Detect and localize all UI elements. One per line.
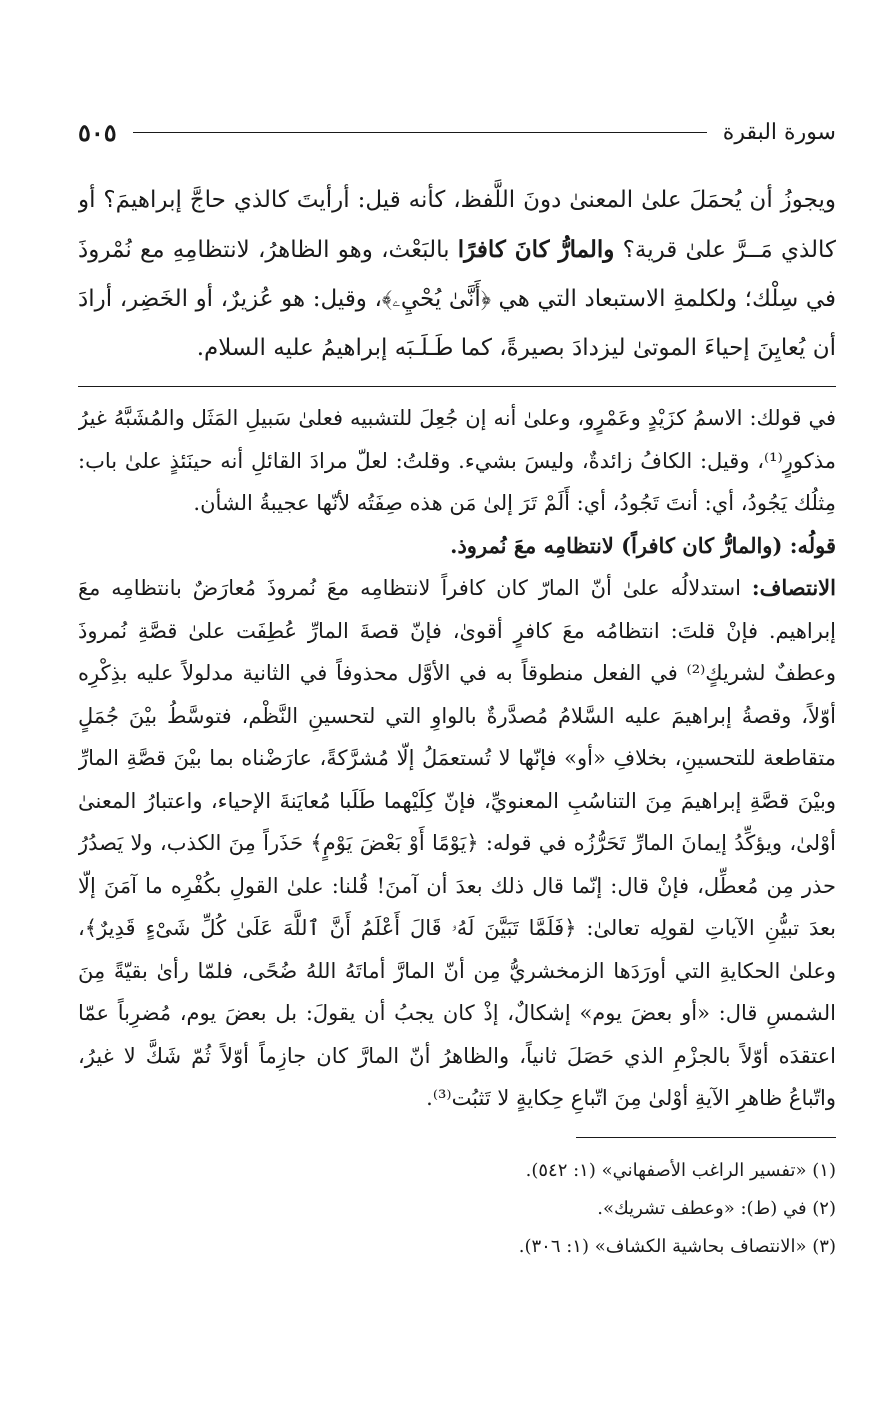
footnotes [78, 1152, 836, 1266]
header-rule [133, 132, 707, 133]
intisaf-lead: الانتصاف: [751, 575, 836, 600]
commentary-paragraph-1: في قولك: الاسمُ كزَيْدٍ وعَمْرٍو، وعلىٰ أنه إن جُعِلَ للتشبيه فعلىٰ سَبيلِ المَثَل والمُشَبَّهُ غيرُ مذكورٍ⁽¹⁾، وقيل: الكافُ زائدةٌ، وليسَ بشيء. وقلتُ: لعلّ مرادَ القائلِ أنه حينَئذٍ علىٰ باب: مِثلُك يَجُودُ، أي: أنتَ تَجُودُ، أي: أَلَمْ تَرَ إلىٰ مَن هذه صِفَتُه لأنّها عجيبةُ الشأن. [78, 406, 836, 515]
commentary [78, 397, 836, 1119]
main-text-part-2: بالبَعْث، وهو الظاهرُ، لانتظامِهِ مع نُمْروذَ في سِلْك؛ ولكلمةِ الاستبعاد التي هي ﴿أَنَّىٰ يُحْيِۦ﴾، وقيل: هو عُزيرٌ، أو الخَضِر، أرادَ أن يُعايِنَ إحياءَ الموتىٰ ليزدادَ بصيرةً، كما طَـلَـبَه إبراهيمُ عليه السلام. [78, 237, 836, 361]
footnote-1: (١) «تفسير الراغب الأصفهاني» (١: ٥٤٢). [525, 1160, 836, 1181]
commentary-paragraph-2-body: استدلالُه علىٰ أنّ المارّ كان كافراً لانتظامِه معَ نُمروذَ مُعارَضٌ بانتظامِه معَ إبراهيم. فإنْ قلتَ: انتظامُه معَ كافرٍ أقوىٰ، فإنّ قصةَ المارِّ عُطِفَت علىٰ قصَّةِ نُمروذَ وعطفٌ لشريكٍ⁽²⁾ في الفعل منطوقاً به في الأوَّل محذوفاً في الثانية مدلولاً عليه بذِكْرِه أوّلاً، وقصةُ إبراهيمَ عليه السَّلامُ مُصدَّرةٌ بالواوِ التي لتحسينِ النَّظْم، فتوسَّطُ بيْنَ جُمَلٍ متقاطعة للتحسينِ، بخلافِ «أو» فإنّها لا تُستعمَلُ إلّا مُشرَّكةً، عارَضْناه بما بيْنَ قصَّةِ المارِّ وبيْنَ قصَّةِ إبراهيمَ مِنَ التناسُبِ المعنويِّ، فإنّ كِلَيْهما طَلَبا مُعايَنةَ الإحياء، واعتبارُ المعنىٰ أوْلىٰ، ويؤكِّدُ إيمانَ المارِّ تَحَرُّزُه في قوله: ﴿يَوْمًا أَوْ بَعْضَ يَوْمٍ﴾ حَذَراً مِنَ الكذب، ولا يَصدُرُ حذر مِن مُعطِّل، فإنْ قال: إنّما قال ذلك بعدَ أن آمنَ! قُلنا: علىٰ القولِ بكُفْرِه ما آمَنَ إلّا بعدَ تبيُّنِ الآياتِ لقولِه تعالىٰ: ﴿فَلَمَّا تَبَيَّنَ لَهُۥ قَالَ أَعْلَمُ أَنَّ ٱللَّهَ عَلَىٰ كُلِّ شَىْءٍ قَدِيرٌ﴾، وعلىٰ الحكايةِ التي أورَدَها الزمخشريُّ مِن أنّ المارَّ أماتَهُ اللهُ ضُحًى، فلمّا رأىٰ بقيّةً مِنَ الشمسِ قال: «أو بعضَ يوم» إشكالٌ، إذْ كان يجبُ أن يقولَ: بل بعضَ يوم، مُضرِباً عمّا اعتقدَه أوّلاً بالجزْمِ الذي حَصَلَ ثانياً، والظاهرُ أنّ المارَّ كان جازِماً أوّلاً ثُمّ شَكَّ لا غيرُ، واتّباعُ ظاهرِ الآيةِ أوْلىٰ مِنَ اتّباعِ حِكايةٍ لا تَثبُت⁽³⁾. [78, 576, 836, 1110]
commentary-heading: قولُه: (والمارُّ كان كافراً) لانتظامِه معَ نُمروذ. [450, 533, 836, 558]
main-divider [78, 386, 836, 387]
footnote-2: (٢) في (ط): «وعطف تشريك». [597, 1198, 836, 1219]
main-text-part-1: ويجوزُ أن يُحمَلَ علىٰ المعنىٰ دونَ اللَّفظ، كأنه قيل: أرأيتَ كالذي حاجَّ إبراهيمَ؟ أو كالذي مَــرَّ علىٰ قرية؟ [78, 187, 836, 263]
main-text [78, 176, 836, 372]
footnote-3: (٣) «الانتصاف بحاشية الكشاف» (١: ٣٠٦). [518, 1236, 836, 1257]
book-page [78, 112, 836, 1266]
running-head [78, 112, 836, 152]
page-number: ٥٠٥ [78, 117, 117, 147]
commentary-paragraph-2 [78, 567, 836, 1119]
footnote-divider [576, 1137, 836, 1138]
main-text-bold-phrase: والمارُّ كانَ كافرًا [457, 236, 615, 263]
surah-title: سورة البقرة [722, 119, 836, 145]
